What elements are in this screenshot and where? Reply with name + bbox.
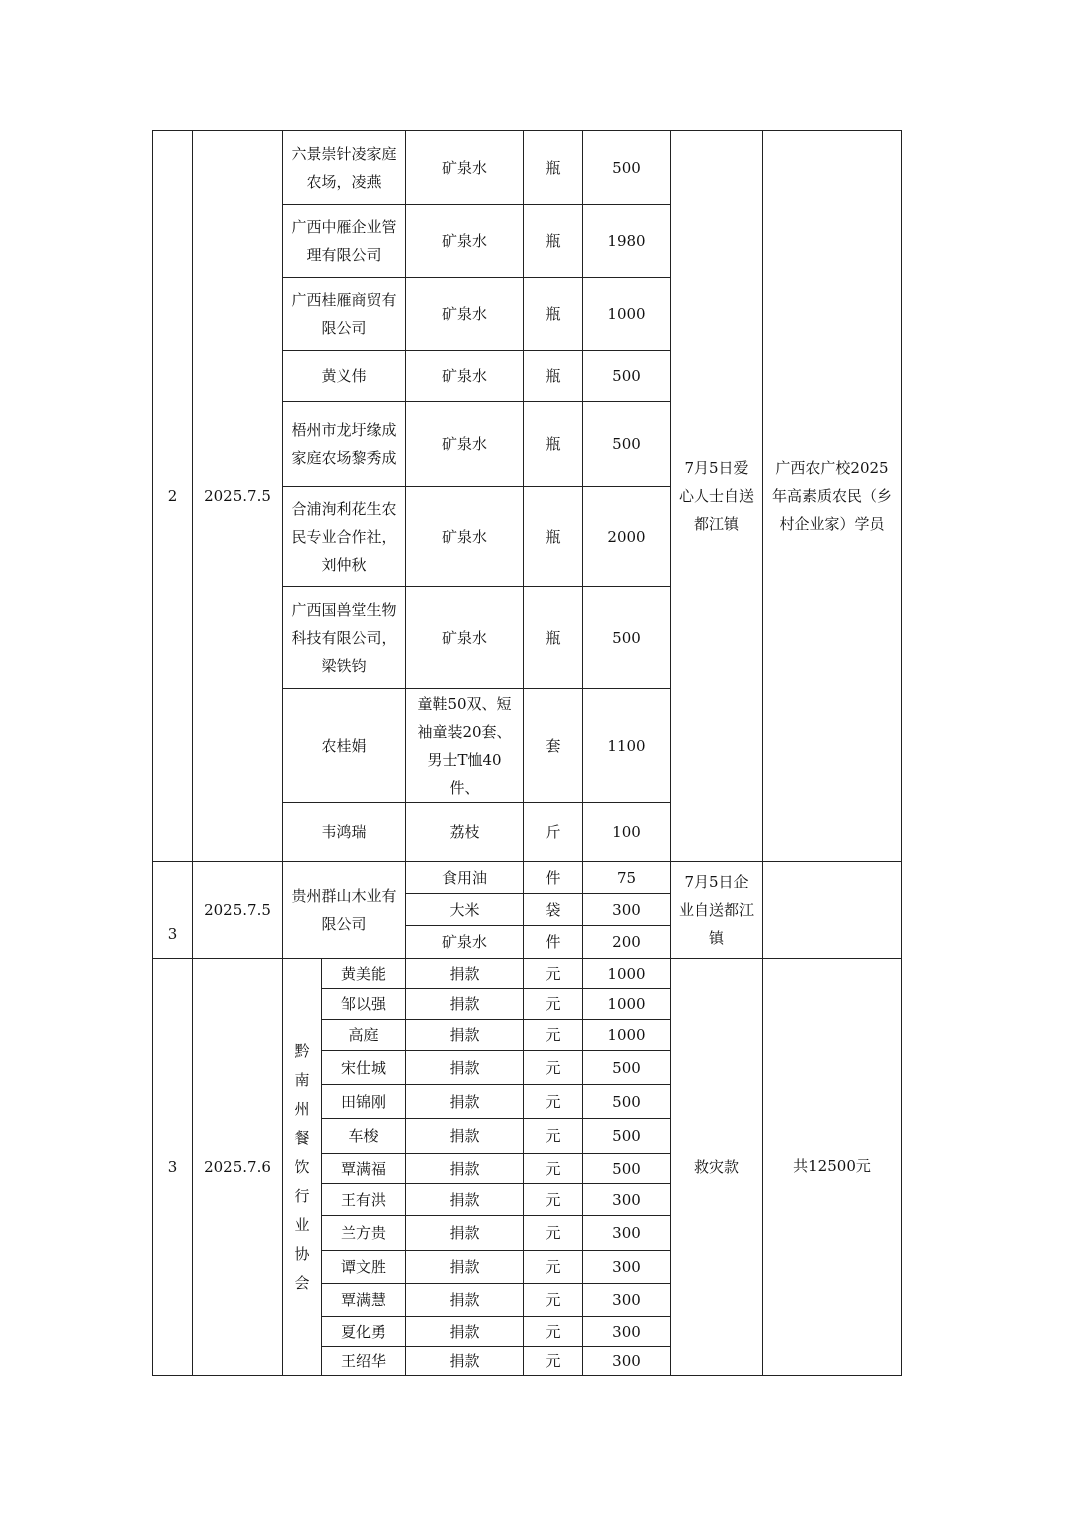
delivery-note: 7月5日爱心人士自送都江镇 — [671, 131, 763, 862]
remark: 共12500元 — [763, 959, 902, 1376]
unit: 袋 — [524, 894, 583, 926]
org-char: 黔 — [294, 1041, 310, 1060]
quantity: 500 — [583, 587, 671, 689]
delivery-note: 救灾款 — [671, 959, 763, 1376]
quantity: 500 — [583, 1085, 671, 1119]
remark: 广西农广校2025年高素质农民（乡村企业家）学员 — [763, 131, 902, 862]
donor-name: 兰方贵 — [322, 1216, 406, 1251]
unit: 瓶 — [524, 278, 583, 351]
unit: 元 — [524, 1317, 583, 1347]
item-name: 捐款 — [406, 1085, 524, 1119]
org-char: 会 — [294, 1273, 310, 1292]
item-name: 矿泉水 — [406, 278, 524, 351]
item-name: 矿泉水 — [406, 205, 524, 278]
org-char: 州 — [294, 1099, 310, 1118]
item-name: 矿泉水 — [406, 131, 524, 205]
unit: 瓶 — [524, 351, 583, 402]
organization-name — [283, 959, 322, 1376]
donation-date: 2025.7.5 — [193, 131, 283, 862]
row-number: 2 — [153, 131, 193, 862]
donor-name: 宋仕城 — [322, 1051, 406, 1085]
quantity: 500 — [583, 402, 671, 487]
unit: 斤 — [524, 803, 583, 862]
donor-name: 谭文胜 — [322, 1251, 406, 1284]
quantity: 300 — [583, 1347, 671, 1376]
donor-name: 韦鸿瑞 — [283, 803, 406, 862]
item-name: 矿泉水 — [406, 351, 524, 402]
item-name: 矿泉水 — [406, 487, 524, 587]
quantity: 1000 — [583, 278, 671, 351]
unit: 元 — [524, 1216, 583, 1251]
org-char: 南 — [294, 1070, 310, 1089]
quantity: 300 — [583, 1184, 671, 1216]
quantity: 500 — [583, 1154, 671, 1184]
delivery-note: 7月5日企业自送都江镇 — [671, 862, 763, 959]
donor-name: 覃满福 — [322, 1154, 406, 1184]
quantity: 300 — [583, 894, 671, 926]
item-name: 矿泉水 — [406, 587, 524, 689]
donor-name: 高庭 — [322, 1020, 406, 1051]
unit: 元 — [524, 989, 583, 1020]
item-name: 矿泉水 — [406, 926, 524, 959]
item-name: 童鞋50双、短袖童装20套、男士T恤40件、 — [406, 689, 524, 803]
item-name: 捐款 — [406, 1251, 524, 1284]
quantity: 300 — [583, 1317, 671, 1347]
quantity: 1980 — [583, 205, 671, 278]
quantity: 2000 — [583, 487, 671, 587]
unit: 元 — [524, 1284, 583, 1317]
donor-name: 广西中雁企业管理有限公司 — [283, 205, 406, 278]
quantity: 500 — [583, 1119, 671, 1154]
unit: 套 — [524, 689, 583, 803]
item-name: 矿泉水 — [406, 402, 524, 487]
unit: 瓶 — [524, 402, 583, 487]
donor-name: 田锦刚 — [322, 1085, 406, 1119]
org-char: 协 — [294, 1244, 310, 1263]
quantity: 100 — [583, 803, 671, 862]
org-char: 行 — [294, 1186, 310, 1205]
unit: 元 — [524, 1347, 583, 1376]
quantity: 1000 — [583, 959, 671, 989]
donation-date: 2025.7.6 — [193, 959, 283, 1376]
unit: 件 — [524, 926, 583, 959]
unit: 元 — [524, 1085, 583, 1119]
quantity: 500 — [583, 131, 671, 205]
quantity: 500 — [583, 1051, 671, 1085]
item-name: 荔枝 — [406, 803, 524, 862]
unit: 瓶 — [524, 587, 583, 689]
remark — [763, 862, 902, 959]
donor-name: 梧州市龙圩缘成家庭农场黎秀成 — [283, 402, 406, 487]
quantity: 75 — [583, 862, 671, 894]
donation-date: 2025.7.5 — [193, 862, 283, 959]
donor-name: 广西桂雁商贸有限公司 — [283, 278, 406, 351]
item-name: 捐款 — [406, 1184, 524, 1216]
unit: 元 — [524, 1119, 583, 1154]
donor-name: 农桂娟 — [283, 689, 406, 803]
item-name: 捐款 — [406, 1020, 524, 1051]
quantity: 1100 — [583, 689, 671, 803]
quantity: 300 — [583, 1251, 671, 1284]
item-name: 捐款 — [406, 1119, 524, 1154]
table-row — [153, 131, 902, 205]
item-name: 食用油 — [406, 862, 524, 894]
quantity: 200 — [583, 926, 671, 959]
item-name: 捐款 — [406, 1216, 524, 1251]
item-name: 捐款 — [406, 1051, 524, 1085]
quantity: 1000 — [583, 989, 671, 1020]
item-name: 捐款 — [406, 1284, 524, 1317]
donor-name: 合浦洵利花生农民专业合作社，刘仲秋 — [283, 487, 406, 587]
unit: 瓶 — [524, 131, 583, 205]
item-name: 捐款 — [406, 989, 524, 1020]
donor-name: 邹以强 — [322, 989, 406, 1020]
donation-table — [152, 130, 902, 1376]
quantity: 300 — [583, 1284, 671, 1317]
item-name: 捐款 — [406, 1317, 524, 1347]
org-char: 餐 — [294, 1128, 310, 1147]
donor-name: 王绍华 — [322, 1347, 406, 1376]
donor-name: 车梭 — [322, 1119, 406, 1154]
row-number: 3 — [153, 959, 193, 1376]
quantity: 500 — [583, 351, 671, 402]
unit: 元 — [524, 1184, 583, 1216]
donor-name: 贵州群山木业有限公司 — [283, 862, 406, 959]
unit: 元 — [524, 1251, 583, 1284]
unit: 元 — [524, 1020, 583, 1051]
unit: 件 — [524, 862, 583, 894]
item-name: 捐款 — [406, 959, 524, 989]
item-name: 捐款 — [406, 1347, 524, 1376]
item-name: 大米 — [406, 894, 524, 926]
org-char: 业 — [294, 1215, 310, 1234]
donor-name: 王有洪 — [322, 1184, 406, 1216]
table-row — [153, 959, 902, 989]
donor-name: 黄义伟 — [283, 351, 406, 402]
donor-name: 六景崇针凌家庭农场，凌燕 — [283, 131, 406, 205]
org-char: 饮 — [294, 1157, 310, 1176]
unit: 瓶 — [524, 205, 583, 278]
table-row — [153, 862, 902, 894]
quantity: 1000 — [583, 1020, 671, 1051]
unit: 元 — [524, 1051, 583, 1085]
unit: 元 — [524, 959, 583, 989]
donor-name: 夏化勇 — [322, 1317, 406, 1347]
donor-name: 覃满慧 — [322, 1284, 406, 1317]
donor-name: 广西国兽堂生物科技有限公司，梁铁钧 — [283, 587, 406, 689]
unit: 元 — [524, 1154, 583, 1184]
row-number: 3 — [153, 862, 193, 959]
quantity: 300 — [583, 1216, 671, 1251]
donor-name: 黄美能 — [322, 959, 406, 989]
unit: 瓶 — [524, 487, 583, 587]
item-name: 捐款 — [406, 1154, 524, 1184]
